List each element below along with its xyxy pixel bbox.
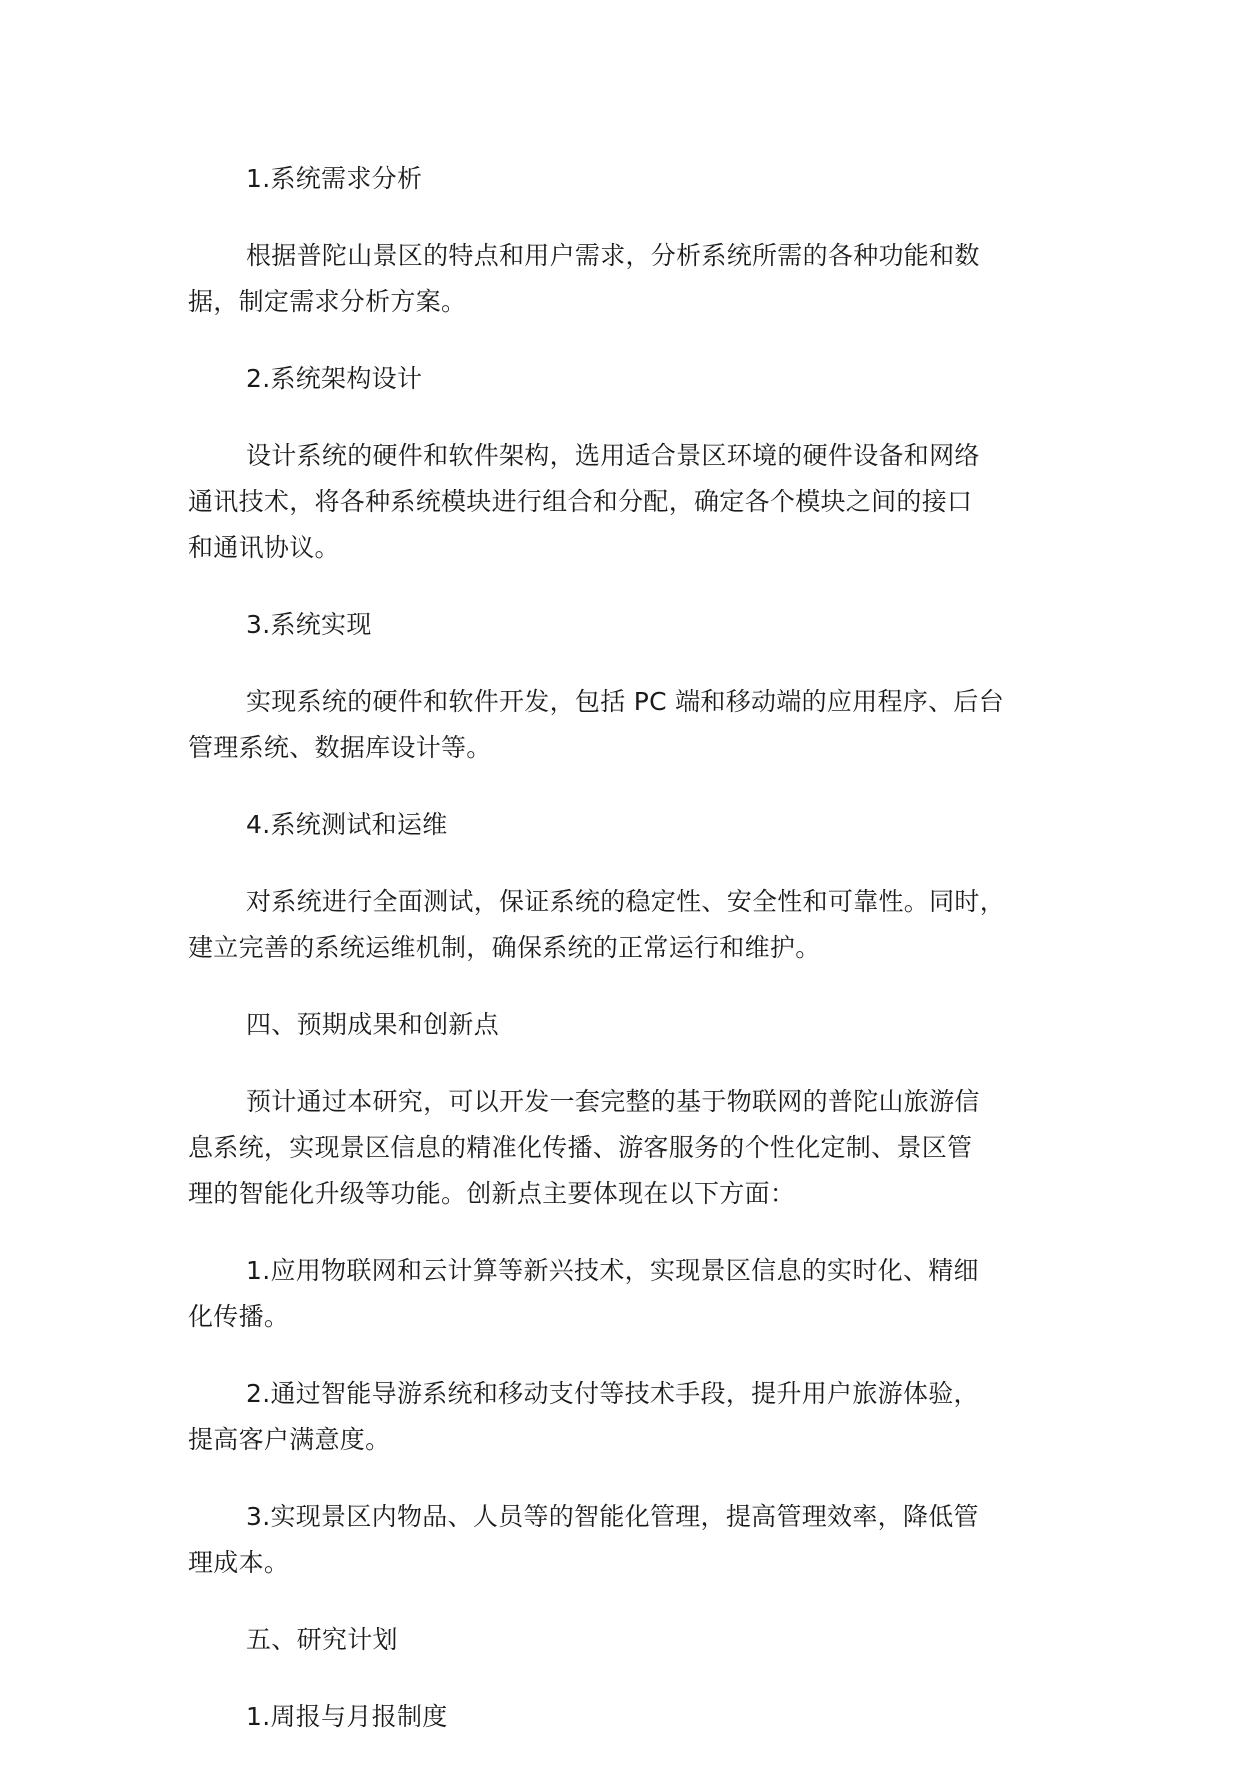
text-line: 设计系统的硬件和软件架构，选用适合景区环境的硬件设备和网络 [246,441,980,470]
paragraph-implementation [188,679,1088,771]
text-line: 建立完善的系统运维机制，确保系统的正常运行和维护。 [188,933,821,962]
paragraph-innovation-2 [188,1371,1088,1463]
text-line: 1.应用物联网和云计算等新兴技术，实现景区信息的实时化、精细 [246,1256,979,1285]
text-line: 1.周报与月报制度 [246,1702,448,1731]
section-heading-implementation [188,602,1088,648]
paragraph-architecture [188,433,1088,571]
paragraph-requirements [188,233,1088,325]
paragraph-expected-results [188,1079,1088,1217]
text-line: 对系统进行全面测试，保证系统的稳定性、安全性和可靠性。同时， [246,887,1006,916]
section-heading-reporting [188,1694,1088,1740]
text-line: 提高客户满意度。 [188,1425,391,1454]
text-line: 1.系统需求分析 [246,164,423,193]
paragraph-innovation-3 [188,1494,1088,1586]
text-line: 管理系统、数据库设计等。 [188,733,492,762]
paragraph-innovation-1 [188,1248,1088,1340]
text-line: 实现系统的硬件和软件开发，包括 PC 端和移动端的应用程序、后台 [246,687,1005,716]
text-line: 3.系统实现 [246,610,372,639]
text-line: 3.实现景区内物品、人员等的智能化管理，提高管理效率，降低管 [246,1502,979,1531]
text-line: 2.系统架构设计 [246,364,423,393]
section-heading-testing [188,802,1088,848]
section-heading-system-requirements [188,156,1088,202]
text-line: 五、研究计划 [246,1625,398,1654]
section-heading-architecture [188,356,1088,402]
text-line: 和通讯协议。 [188,533,340,562]
text-line: 理的智能化升级等功能。创新点主要体现在以下方面： [188,1179,796,1208]
text-line: 预计通过本研究，可以开发一套完整的基于物联网的普陀山旅游信 [246,1087,980,1116]
text-line: 2.通过智能导游系统和移动支付等技术手段，提升用户旅游体验， [246,1379,979,1408]
text-line: 通讯技术，将各种系统模块进行组合和分配，确定各个模块之间的接口 [188,487,973,516]
text-line: 四、预期成果和创新点 [246,1010,500,1039]
paragraph-testing [188,879,1088,971]
section-heading-expected-results [188,1002,1088,1048]
text-line: 化传播。 [188,1302,290,1331]
document-body [188,156,1088,1771]
text-line: 据，制定需求分析方案。 [188,287,467,316]
text-line: 息系统，实现景区信息的精准化传播、游客服务的个性化定制、景区管 [188,1133,973,1162]
text-line: 4.系统测试和运维 [246,810,448,839]
text-line: 根据普陀山景区的特点和用户需求，分析系统所需的各种功能和数 [246,241,980,270]
section-heading-research-plan [188,1617,1088,1663]
text-line: 理成本。 [188,1548,290,1577]
